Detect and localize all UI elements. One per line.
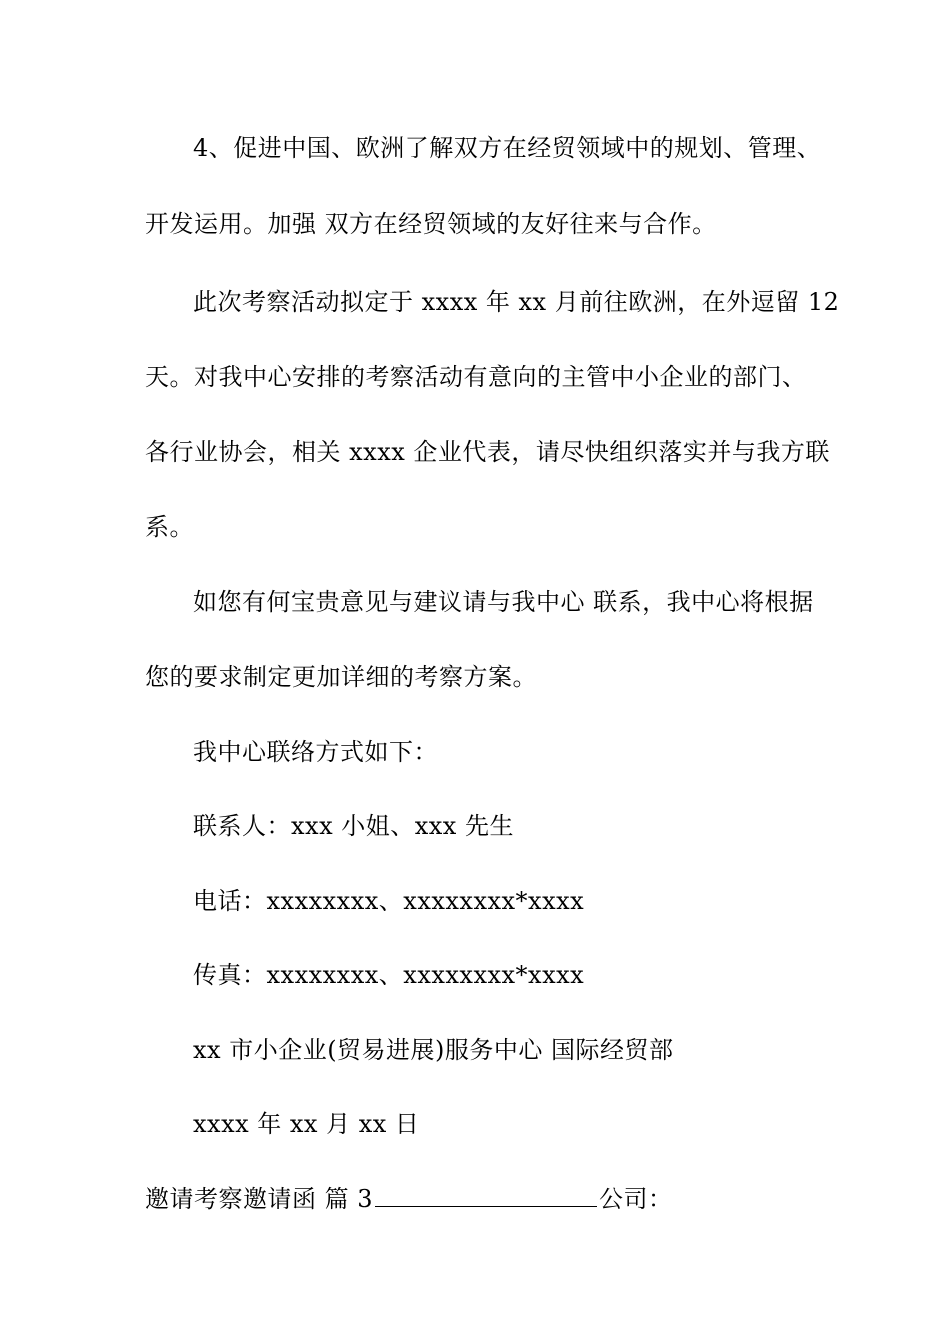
paragraph-line: 4、促进中国、欧洲了解双方在经贸领域中的规划、管理、 (193, 134, 822, 162)
heading-suffix: 公司： (599, 1185, 673, 1213)
paragraph-line: 系。 (145, 513, 194, 541)
contact-intro: 我中心联络方式如下： (193, 738, 438, 766)
paragraph-line: 各行业协会，相关 xxxx 企业代表，请尽快组织落实并与我方联 (145, 438, 830, 466)
contact-person: 联系人：xxx 小姐、xxx 先生 (193, 812, 514, 840)
paragraph-line: 如您有何宝贵意见与建议请与我中心 联系，我中心将根据 (193, 588, 814, 616)
contact-phone: 电话：xxxxxxxx、xxxxxxxx*xxxx (193, 887, 585, 915)
organization-name: xx 市小企业(贸易进展)服务中心 国际经贸部 (193, 1036, 674, 1064)
paragraph-line: 您的要求制定更加详细的考察方案。 (145, 663, 537, 691)
company-name-blank (375, 1184, 597, 1207)
section-heading (145, 1183, 673, 1215)
heading-prefix: 邀请考察邀请函 篇 3 (145, 1185, 374, 1213)
document-date: xxxx 年 xx 月 xx 日 (193, 1110, 420, 1138)
contact-fax: 传真：xxxxxxxx、xxxxxxxx*xxxx (193, 961, 585, 989)
paragraph-line: 天。对我中心安排的考察活动有意向的主管中小企业的部门、 (145, 363, 807, 391)
paragraph-line: 开发运用。加强 双方在经贸领域的友好往来与合作。 (145, 210, 717, 238)
paragraph-line: 此次考察活动拟定于 xxxx 年 xx 月前往欧洲，在外逗留 12 (193, 288, 840, 316)
